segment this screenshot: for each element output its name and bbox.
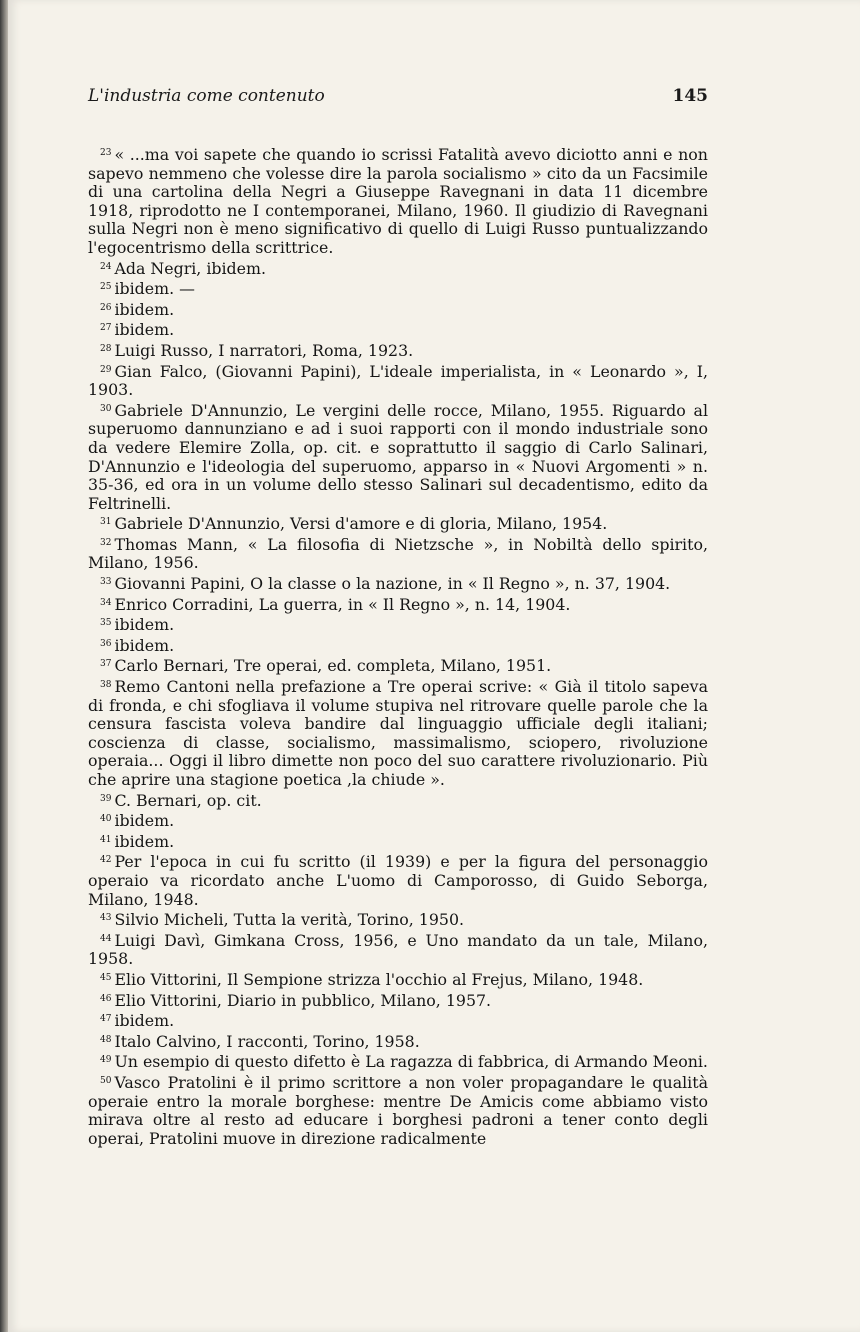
footnote-text: ibidem. xyxy=(114,615,175,635)
footnote-text: ibidem. xyxy=(114,1011,175,1031)
footnote-number: 23 xyxy=(100,148,112,158)
footnote-number: 41 xyxy=(100,834,112,845)
running-title: L'industria come contenuto xyxy=(88,86,325,106)
footnote-text: Elio Vittorini, Il Sempione strizza l'occhio al Frejus, Milano, 1948. xyxy=(114,969,644,989)
page-number: 145 xyxy=(672,86,708,106)
footnote xyxy=(88,676,708,790)
footnote-number: 33 xyxy=(100,577,112,588)
footnote-text: Italo Calvino, I racconti, Torino, 1958. xyxy=(114,1031,420,1051)
footnote-text: Luigi Davì, Gimkana Cross, 1956, e Uno mandato da un tale, Milano, 1958. xyxy=(88,930,708,969)
footnote xyxy=(88,534,708,573)
footnote-number: 48 xyxy=(100,1034,112,1045)
footnote-text: Vasco Pratolini è il primo scrittore a non voler propagandare le qualità operaie entro la morale borghese: mentre De Amicis come abbiamo visto mirava oltre al resto ad educare i borghesi padroni a tener conto degli operai, Pratolini muove in direzione radicalmente xyxy=(88,1072,708,1148)
page-header xyxy=(88,86,708,106)
footnote-text: Thomas Mann, « La filosofia di Nietzsche », in Nobiltà dello spirito, Milano, 1956. xyxy=(88,534,708,573)
footnote-text: Enrico Corradini, La guerra, in « Il Regno », n. 14, 1904. xyxy=(114,594,571,614)
footnote-number: 29 xyxy=(100,364,112,375)
footnote-number: 43 xyxy=(100,913,112,924)
footnote-text: Remo Cantoni nella prefazione a Tre operai scrive: « Già il titolo sapeva di fronda, e chi sfogliava il volume stupiva nel ritrovare quelle parole che la censura fascista voleva bandire dal linguaggio ufficiale degli italiani; coscienza di classe, socialismo, massimalismo, sciopero, rivoluzione operaia... Oggi il libro dimette non poco del suo carattere rivoluzionario. Più che aprire una stagione poetica ,la chiude ». xyxy=(88,677,708,789)
book-page xyxy=(8,0,860,1332)
footnote-text: Silvio Micheli, Tutta la verità, Torino, 1950. xyxy=(114,910,465,930)
footnote-text: C. Bernari, op. cit. xyxy=(114,790,262,810)
footnote-number: 28 xyxy=(100,343,112,354)
footnote xyxy=(88,400,708,514)
footnote xyxy=(88,258,708,279)
footnote-number: 37 xyxy=(100,659,112,670)
footnote-number: 34 xyxy=(100,597,112,608)
footnote xyxy=(88,144,708,258)
footnote-text: Gabriele D'Annunzio, Versi d'amore e di gloria, Milano, 1954. xyxy=(114,514,608,534)
footnote-text: Carlo Bernari, Tre operai, ed. completa, Milano, 1951. xyxy=(114,656,552,676)
footnote xyxy=(88,513,708,534)
footnote-number: 25 xyxy=(100,282,112,293)
footnote xyxy=(88,1072,708,1148)
footnote xyxy=(88,990,708,1011)
footnote xyxy=(88,810,708,831)
footnote-text: ibidem. xyxy=(114,831,175,851)
footnote xyxy=(88,930,708,969)
footnote xyxy=(88,319,708,340)
footnote xyxy=(88,909,708,930)
footnote-text: ibidem. xyxy=(114,811,175,831)
footnote-text: Luigi Russo, I narratori, Roma, 1923. xyxy=(114,340,414,360)
footnote xyxy=(88,790,708,811)
footnote-text: Un esempio di questo difetto è La ragazza di fabbrica, di Armando Meoni. xyxy=(114,1052,708,1072)
page-binding-edge xyxy=(0,0,8,1332)
footnote xyxy=(88,594,708,615)
footnote xyxy=(88,851,708,909)
footnote xyxy=(88,1031,708,1052)
footnote-text: Per l'epoca in cui fu scritto (il 1939) e per la figura del personaggio operaio va ricordato anche L'uomo di Camporosso, di Guido Seborga, Milano, 1948. xyxy=(88,852,708,909)
footnote xyxy=(88,299,708,320)
footnote-number: 39 xyxy=(100,793,112,804)
footnote-number: 32 xyxy=(100,537,112,548)
footnote-number: 40 xyxy=(100,814,112,825)
footnote-text: ibidem. — xyxy=(114,279,195,299)
footnote-number: 50 xyxy=(100,1075,112,1086)
footnote-number: 24 xyxy=(100,261,112,272)
footnote-number: 26 xyxy=(100,302,112,313)
footnote xyxy=(88,1010,708,1031)
footnote-text: Ada Negri, ibidem. xyxy=(114,258,267,278)
footnote xyxy=(88,340,708,361)
footnote-text: Elio Vittorini, Diario in pubblico, Milano, 1957. xyxy=(114,990,492,1010)
footnote-text: Gabriele D'Annunzio, Le vergini delle rocce, Milano, 1955. Riguardo al superuomo dannunziano e ad i suoi rapporti con il mondo industriale sono da vedere Elemire Zolla, op. cit. e soprattutto il saggio di Carlo Salinari, D'Annunzio e l'ideologia del superuomo, apparso in « Nuovi Argomenti » n. 35-36, ed ora in un volume dello stesso Salinari sul decadentismo, edito da Feltrinelli. xyxy=(88,400,708,513)
footnote-number: 36 xyxy=(100,638,112,649)
footnote-number: 44 xyxy=(100,933,112,944)
footnote-number: 42 xyxy=(100,855,112,866)
footnotes-list xyxy=(88,144,708,1148)
footnote xyxy=(88,614,708,635)
footnote-text: Giovanni Papini, O la classe o la nazione, in « Il Regno », n. 37, 1904. xyxy=(114,574,671,594)
footnote xyxy=(88,655,708,676)
footnote xyxy=(88,278,708,299)
footnote-text: Gian Falco, (Giovanni Papini), L'ideale imperialista, in « Leonardo », I, 1903. xyxy=(88,361,708,400)
footnote-number: 46 xyxy=(100,993,112,1004)
footnote xyxy=(88,573,708,594)
footnote-number: 38 xyxy=(100,680,112,691)
footnote xyxy=(88,969,708,990)
footnote xyxy=(88,635,708,656)
footnote-number: 30 xyxy=(100,403,112,414)
footnote-number: 47 xyxy=(100,1014,112,1025)
footnote-text: ibidem. xyxy=(114,320,175,340)
footnote xyxy=(88,1051,708,1072)
footnote-text: ibidem. xyxy=(114,299,175,319)
footnote-text: ibidem. xyxy=(114,635,175,655)
footnote-number: 49 xyxy=(100,1055,112,1066)
footnote-number: 31 xyxy=(100,517,112,528)
footnote xyxy=(88,831,708,852)
footnote-number: 27 xyxy=(100,323,112,334)
footnote-number: 45 xyxy=(100,972,112,983)
footnote-number: 35 xyxy=(100,618,112,629)
footnote-text: « ...ma voi sapete che quando io scrissi Fatalità avevo diciotto anni e non sapevo nemmeno che volesse dire la parola socialismo » cito da un Facsimile di una cartolina della Negri a Giuseppe Ravegnani in data 11 dicembre 1918, riprodotto ne I contemporanei, Milano, 1960. Il giudizio di Ravegnani sulla Negri non è meno significativo di quello di Luigi Russo puntualizzando l'egocentrismo della scrittrice. xyxy=(88,145,708,257)
footnote xyxy=(88,361,708,400)
